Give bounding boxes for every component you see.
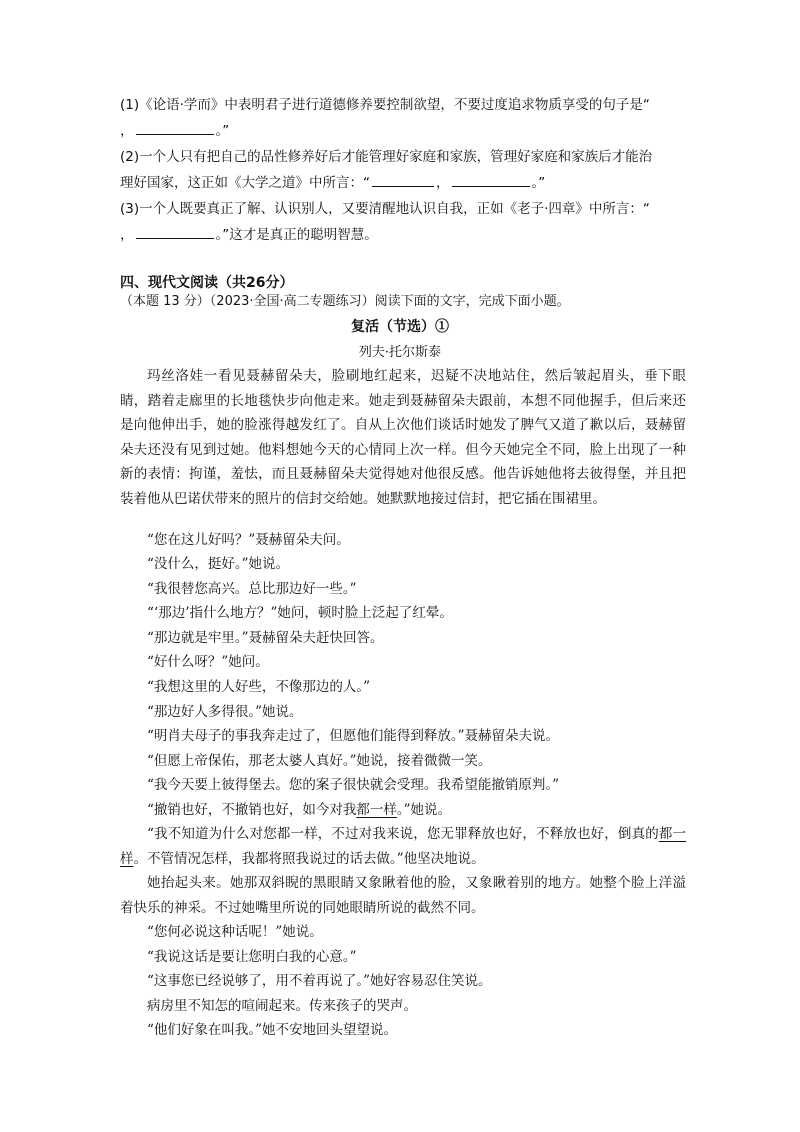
paragraph-underlined — [120, 798, 686, 823]
paragraph: “好什么呀？”她问。 — [147, 654, 269, 670]
text-run: 。”她说。 — [396, 802, 452, 818]
paragraph: 她抬起头来。她那双斜睨的黑眼睛又象瞅着他的脸，又象瞅着别的地方。她整个脸上洋溢着快乐的神采。不过她嘴里所说的同她眼睛所说的截然不同。 — [120, 875, 686, 916]
question-1-line2 — [120, 118, 690, 144]
answer-blank[interactable] — [452, 172, 530, 187]
question-1-end: 。” — [215, 123, 230, 139]
paragraph: 玛丝洛娃一看见聂赫留朵夫，脸刷地红起来，迟疑不决地站住，然后皱起眉头，垂下眼睛，踏着走廊里的长地毯快步向他走来。她走到聂赫留朵夫跟前，本想不同他握手，但后来还是向他伸出手，她的脸涨得越发红了。自从上次他们谈话时她发了脾气又道了歉以后，聂赫留朵夫还没有见到过她。他料想她今天的心情同上次一样。但今天她完全不同，脸上出现了一种新的表情：拘谨，羞怯，而且聂赫留朵夫觉得她对他很反感。他告诉她他将去彼得堡，并且把装着他从巴诺伏带来的照片的信封交给她。她默默地接过信封，把它插在围裙里。 — [120, 368, 686, 507]
paragraph: “明肖夫母子的事我奔走过了，但愿他们能得到释放。”聂赫留朵夫说。 — [147, 728, 560, 744]
question-2-line2 — [120, 170, 690, 196]
paragraph: “那边好人多得很。”她说。 — [147, 704, 303, 720]
text-run: 。不管情况怎样，我都将照我说过的话去做。”他坚决地说。 — [133, 850, 485, 867]
underlined-phrase: 都一样 — [120, 826, 687, 867]
question-3-comma: ， — [120, 227, 134, 243]
paragraph: 病房里不知怎的喧闹起来。传来孩子的哭声。 — [147, 998, 417, 1014]
underlined-phrase: 都一样 — [356, 802, 397, 818]
paragraph: “您在这儿好吗？”聂赫留朵夫问。 — [147, 532, 350, 548]
question-2-end: 。” — [531, 175, 546, 191]
question-2 — [120, 144, 690, 196]
question-2-comma: ， — [436, 175, 450, 191]
paragraph: “那边就是牢里。”聂赫留朵夫赶快回答。 — [147, 630, 384, 646]
question-1 — [120, 92, 690, 144]
paragraph: “我说这话是要让您明白我的心意。” — [147, 949, 357, 965]
text-run: “我不知道为什么对您都一样，不过对我来说，您无罪释放也好，不释放也好，倒真的 — [147, 826, 659, 842]
answer-blank[interactable] — [372, 172, 434, 187]
question-3 — [120, 196, 690, 248]
article-author: 列夫·托尔斯泰 — [358, 345, 442, 360]
paragraph: “他们好象在叫我。”她不安地回头望望说。 — [147, 1022, 398, 1038]
paragraph: “但愿上帝保佑，那老太婆人真好。”她说，接着微微一笑。 — [147, 753, 492, 769]
answer-blank[interactable] — [136, 120, 214, 135]
paragraph: “我今天要上彼得堡去。您的案子很快就会受理。我希望能撤销原判。” — [147, 777, 560, 793]
section-source: （本题 13 分）（2023·全国·高二专题练习）阅读下面的文字，完成下面小题。 — [120, 294, 570, 309]
question-1-comma: ， — [120, 123, 134, 139]
paragraph: “我很替您高兴。总比那边好一些。” — [147, 581, 357, 597]
paragraph: “没什么，挺好。”她说。 — [147, 556, 290, 572]
paragraph: “这事您已经说够了，用不着再说了。”她好容易忍住笑说。 — [147, 973, 492, 989]
question-2-lead: 理好国家，这正如《大学之道》中所言：“ — [120, 175, 370, 191]
question-3-line2 — [120, 222, 690, 248]
section-heading: 四、现代文阅读（共26分） — [120, 275, 294, 291]
text-run: “撤销也好，不撤销也好，如今对我 — [147, 802, 357, 818]
paragraph: “您何必说这种话呢！”她说。 — [147, 924, 323, 940]
question-3-line1: (3)一个人既要真正了解、认识别人，又要清醒地认识自我，正如《老子·四章》中所言：“ — [120, 201, 650, 217]
article-title: 复活（节选）① — [351, 319, 449, 335]
answer-blank[interactable] — [136, 224, 214, 239]
question-2-line1: (2)一个人只有把自己的品性修养好后才能管理好家庭和家族，管理好家庭和家族后才能治 — [120, 149, 653, 165]
paragraph: “‘那边’指什么地方？”她问，顿时脸上泛起了红晕。 — [147, 605, 453, 621]
question-3-end: 。”这才是真正的聪明智慧。 — [215, 227, 378, 243]
paragraph: “我想这里的人好些，不像那边的人。” — [147, 679, 371, 695]
paragraph-underlined — [120, 822, 686, 871]
question-1-line1: (1)《论语·学而》中表明君子进行道德修养要控制欲望，不要过度追求物质享受的句子是“ — [120, 97, 650, 113]
